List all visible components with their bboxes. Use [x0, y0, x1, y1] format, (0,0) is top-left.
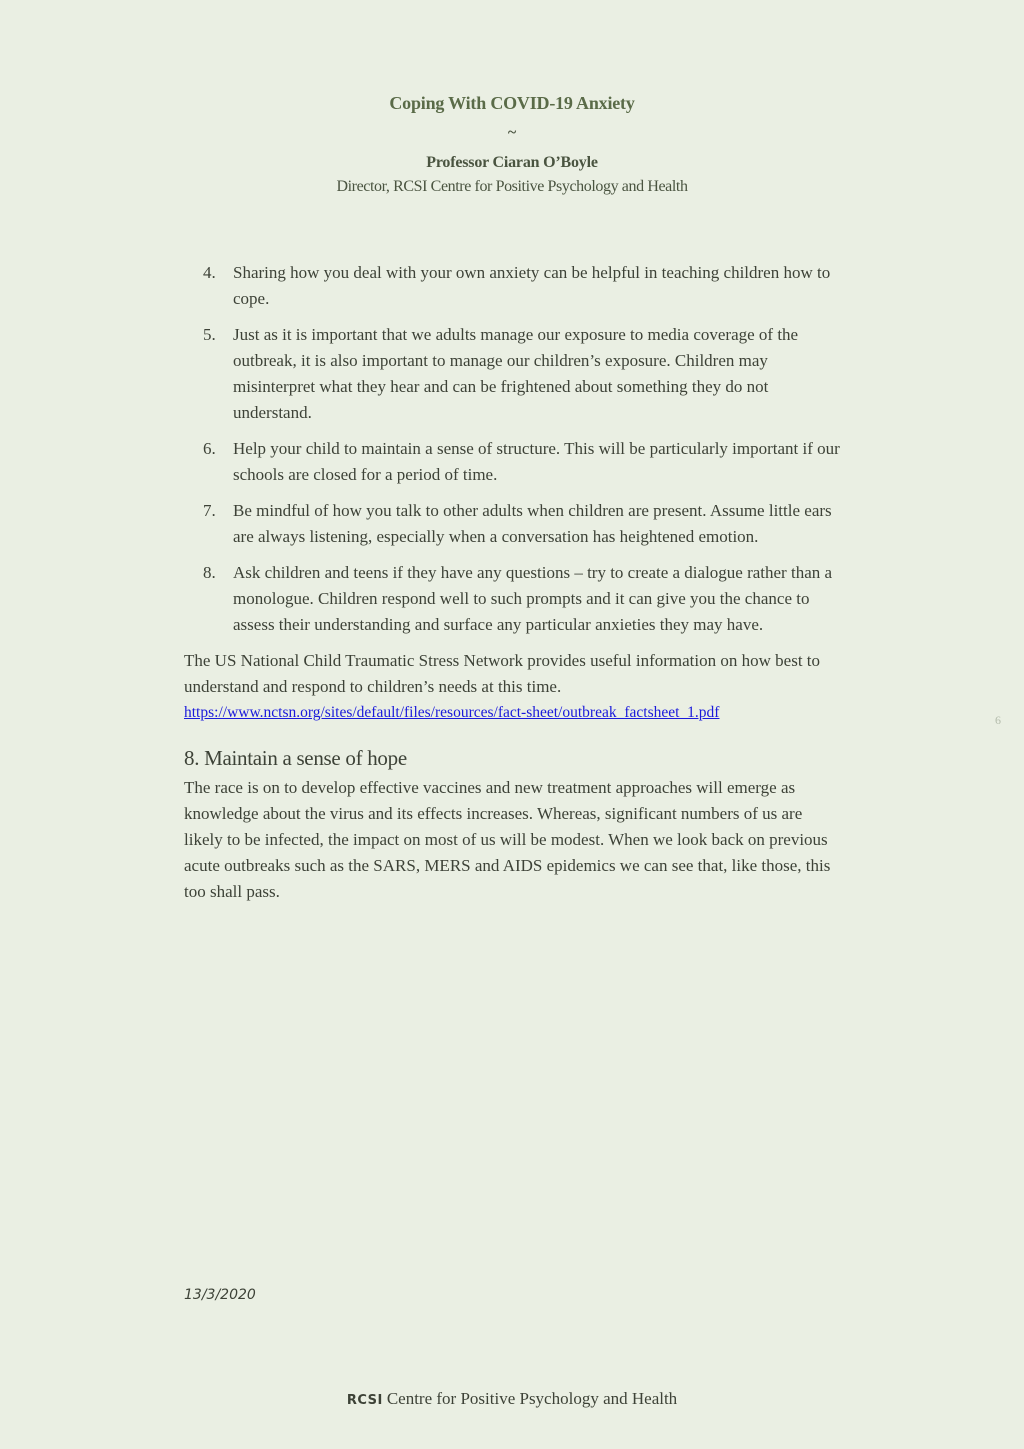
main-content [184, 260, 844, 905]
list-item [184, 498, 844, 550]
list-item-number: 6. [203, 439, 216, 458]
list-item-number: 4. [203, 263, 216, 282]
list-item [184, 436, 844, 488]
page-number: 6 [995, 713, 1001, 727]
resource-paragraph: The US National Child Traumatic Stress Network provides useful information on how best to understand and respond to children’s needs at this time. [184, 651, 821, 696]
list-item [184, 260, 844, 312]
page-footer [0, 1389, 1024, 1409]
document-date: 13/3/2020 [184, 1287, 256, 1303]
author-affiliation: Director, RCSI Centre for Positive Psychology and Health [336, 178, 688, 195]
title-separator: ~ [507, 124, 517, 141]
rcsi-logo: RCSI [346, 1393, 383, 1408]
list-item-number: 8. [203, 563, 216, 582]
section-heading: 8. Maintain a sense of hope [184, 746, 407, 770]
list-item-text: Be mindful of how you talk to other adults when children are present. Assume little ears are always listening, especially when a conversation has heightened emotion. [233, 501, 832, 546]
footer-text: Centre for Positive Psychology and Health [386, 1389, 678, 1408]
author-name: Professor Ciaran O’Boyle [426, 154, 598, 171]
list-item-number: 5. [203, 325, 216, 344]
document-title: Coping With COVID-19 Anxiety [389, 93, 635, 113]
list-item-text: Ask children and teens if they have any questions – try to create a dialogue rather than a monologue. Children respond well to such prompts and it can give you the chance to assess their understanding and surface any particular anxieties they may have. [233, 563, 833, 634]
list-item [184, 560, 844, 638]
list-item-text: Help your child to maintain a sense of structure. This will be particularly important if our schools are closed for a period of time. [233, 439, 840, 484]
list-item-text: Just as it is important that we adults manage our exposure to media coverage of the outbreak, it is also important to manage our children’s exposure. Children may misinterpret what they hear and can be frightened about something they do not understand. [233, 325, 799, 422]
list-item-number: 7. [203, 501, 216, 520]
list-item [184, 322, 844, 426]
list-item-text: Sharing how you deal with your own anxiety can be helpful in teaching children how to cope. [233, 263, 831, 308]
nctsn-factsheet-link[interactable]: https://www.nctsn.org/sites/default/files/resources/fact-sheet/outbreak_factsheet_1.pdf [184, 704, 720, 721]
tips-list [184, 260, 844, 638]
section-body: The race is on to develop effective vaccines and new treatment approaches will emerge as knowledge about the virus and its effects increases. Whereas, significant numbers of us are likely to be infected, the impact on most of us will be modest. When we look back on previous acute outbreaks such as the SARS, MERS and AIDS epidemics we can see that, like those, this too shall pass. [184, 778, 831, 901]
